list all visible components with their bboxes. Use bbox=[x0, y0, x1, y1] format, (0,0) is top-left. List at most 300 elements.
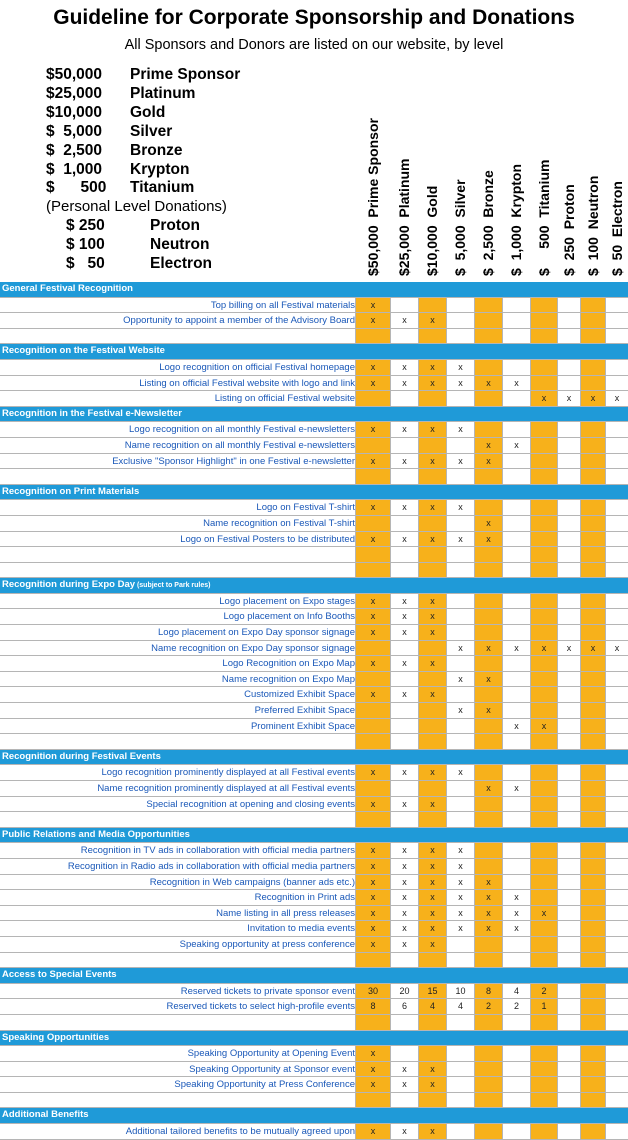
benefit-cell bbox=[530, 734, 557, 749]
benefit-cell: x bbox=[446, 672, 474, 687]
benefit-cell bbox=[605, 984, 628, 999]
benefit-cell bbox=[530, 454, 557, 469]
benefit-cell: x bbox=[474, 890, 502, 905]
table-row bbox=[0, 500, 628, 516]
benefit-cell bbox=[557, 625, 580, 640]
benefit-cell bbox=[474, 953, 502, 968]
benefit-cell: x bbox=[446, 890, 474, 905]
benefit-cell: x bbox=[418, 890, 446, 905]
benefit-cell bbox=[418, 703, 446, 718]
benefit-cell bbox=[474, 656, 502, 671]
benefit-cell bbox=[580, 532, 605, 547]
benefit-cell bbox=[557, 516, 580, 531]
benefit-cell bbox=[418, 547, 446, 562]
benefit-cell: x bbox=[390, 1124, 418, 1139]
table-row bbox=[0, 469, 628, 485]
benefit-cell: x bbox=[390, 797, 418, 812]
benefit-cell: x bbox=[418, 360, 446, 375]
benefit-cell bbox=[446, 812, 474, 827]
benefit-cell bbox=[474, 594, 502, 609]
benefit-cell: x bbox=[355, 298, 390, 313]
table-row bbox=[0, 594, 628, 610]
benefit-cell bbox=[474, 500, 502, 515]
benefit-cell: x bbox=[355, 1077, 390, 1092]
benefit-cell bbox=[557, 719, 580, 734]
benefit-cell: x bbox=[474, 532, 502, 547]
benefit-cell bbox=[580, 1077, 605, 1092]
benefit-cell bbox=[580, 921, 605, 936]
column-header: $ 5,000 Silver bbox=[452, 179, 628, 276]
benefit-label: Logo recognition prominently displayed at all Festival events bbox=[102, 767, 355, 778]
benefit-cell bbox=[390, 469, 418, 484]
benefit-cell bbox=[418, 438, 446, 453]
benefit-cell bbox=[474, 391, 502, 406]
benefit-cell: 30 bbox=[355, 984, 390, 999]
benefit-cell bbox=[530, 703, 557, 718]
level-name: Silver bbox=[130, 123, 172, 141]
benefit-cell bbox=[502, 797, 530, 812]
benefit-cell bbox=[446, 313, 474, 328]
benefit-cell bbox=[418, 563, 446, 578]
benefit-cell: x bbox=[390, 906, 418, 921]
table-row bbox=[0, 391, 628, 407]
table-row bbox=[0, 1015, 628, 1031]
benefit-cell bbox=[530, 532, 557, 547]
table-row bbox=[0, 781, 628, 797]
section-header bbox=[0, 1031, 628, 1047]
benefit-cell bbox=[605, 516, 628, 531]
benefit-cell bbox=[474, 1062, 502, 1077]
benefit-cell bbox=[580, 313, 605, 328]
benefit-label: Special recognition at opening and closing events bbox=[146, 799, 355, 810]
benefit-cell bbox=[502, 937, 530, 952]
benefit-label: Speaking opportunity at press conference bbox=[180, 939, 355, 950]
benefit-cell bbox=[502, 547, 530, 562]
benefit-cell bbox=[557, 547, 580, 562]
benefit-label: Name listing in all press releases bbox=[216, 908, 355, 919]
benefit-cell: 4 bbox=[446, 999, 474, 1014]
benefit-cell bbox=[580, 563, 605, 578]
section-title bbox=[2, 751, 161, 762]
table-row bbox=[0, 1046, 628, 1062]
benefit-cell: x bbox=[474, 906, 502, 921]
benefit-cell: x bbox=[446, 921, 474, 936]
benefit-cell: x bbox=[446, 906, 474, 921]
benefit-label: Logo on Festival T-shirt bbox=[256, 502, 355, 513]
table-row bbox=[0, 438, 628, 454]
benefit-cell: x bbox=[418, 875, 446, 890]
benefit-label: Listing on official Festival website bbox=[215, 393, 355, 404]
benefit-cell: x bbox=[605, 641, 628, 656]
benefit-cell bbox=[530, 937, 557, 952]
benefit-cell: x bbox=[390, 656, 418, 671]
benefit-cell bbox=[474, 1124, 502, 1139]
table-row bbox=[0, 687, 628, 703]
benefit-cell bbox=[418, 812, 446, 827]
benefit-cell bbox=[355, 1015, 390, 1030]
benefit-cell bbox=[355, 469, 390, 484]
benefit-cell: x bbox=[390, 765, 418, 780]
benefit-cell bbox=[557, 532, 580, 547]
benefit-cell bbox=[530, 687, 557, 702]
benefit-cell: x bbox=[355, 797, 390, 812]
section-title-note: (subject to Park rules) bbox=[135, 582, 210, 589]
benefit-cell bbox=[557, 313, 580, 328]
benefit-label: Listing on official Festival website with logo and link bbox=[139, 378, 355, 389]
section-title bbox=[2, 829, 190, 840]
section-title bbox=[2, 1109, 89, 1120]
benefit-cell: x bbox=[446, 360, 474, 375]
benefit-cell: x bbox=[418, 625, 446, 640]
benefit-cell bbox=[580, 298, 605, 313]
column-header: $ 100 Neutron bbox=[585, 176, 628, 276]
benefit-cell bbox=[446, 687, 474, 702]
benefit-cell bbox=[390, 672, 418, 687]
benefit-cell bbox=[580, 812, 605, 827]
benefit-cell bbox=[530, 500, 557, 515]
benefit-cell bbox=[557, 890, 580, 905]
benefit-label: Logo recognition on all monthly Festival e-newsletters bbox=[129, 424, 355, 435]
benefit-cell: x bbox=[474, 641, 502, 656]
benefit-cell bbox=[502, 563, 530, 578]
table-row bbox=[0, 563, 628, 579]
section-header bbox=[0, 407, 628, 423]
benefit-cell: x bbox=[355, 890, 390, 905]
benefit-cell: x bbox=[418, 921, 446, 936]
benefit-cell bbox=[580, 999, 605, 1014]
benefit-label: Reserved tickets to private sponsor event bbox=[181, 986, 355, 997]
benefit-cell bbox=[474, 937, 502, 952]
benefit-cell bbox=[557, 656, 580, 671]
benefit-cell bbox=[530, 422, 557, 437]
benefit-label: Logo recognition on official Festival homepage bbox=[159, 362, 355, 373]
section-title bbox=[2, 408, 182, 419]
benefit-cell: x bbox=[446, 454, 474, 469]
benefit-cell bbox=[557, 672, 580, 687]
benefit-cell: x bbox=[355, 937, 390, 952]
benefit-cell bbox=[605, 703, 628, 718]
table-row bbox=[0, 376, 628, 392]
level-amount: $ 500 bbox=[46, 179, 106, 197]
benefit-cell: x bbox=[390, 875, 418, 890]
section-title-text: Speaking Opportunities bbox=[2, 1032, 109, 1043]
benefit-cell: x bbox=[530, 719, 557, 734]
benefit-label: Invitation to media events bbox=[247, 923, 355, 934]
benefit-cell bbox=[502, 500, 530, 515]
benefit-cell: x bbox=[446, 843, 474, 858]
benefit-cell bbox=[580, 843, 605, 858]
benefit-cell: x bbox=[355, 906, 390, 921]
benefit-cell bbox=[390, 516, 418, 531]
benefit-cell bbox=[580, 765, 605, 780]
benefit-cell bbox=[474, 547, 502, 562]
benefit-cell bbox=[580, 329, 605, 344]
benefit-cell bbox=[446, 1015, 474, 1030]
level-amount: $ 250 bbox=[66, 217, 105, 235]
benefit-cell bbox=[530, 547, 557, 562]
benefit-cell: x bbox=[446, 765, 474, 780]
benefit-cell: x bbox=[474, 672, 502, 687]
table-row bbox=[0, 625, 628, 641]
benefit-cell bbox=[474, 422, 502, 437]
benefit-cell bbox=[580, 937, 605, 952]
benefit-cell bbox=[446, 719, 474, 734]
benefit-cell bbox=[390, 438, 418, 453]
benefit-cell bbox=[355, 672, 390, 687]
benefit-cell bbox=[580, 734, 605, 749]
benefit-cell: x bbox=[446, 500, 474, 515]
section-header bbox=[0, 282, 628, 298]
benefit-label: Exclusive "Sponsor Highlight" in one Festival e-newsletter bbox=[112, 456, 355, 467]
benefit-cell: x bbox=[355, 1046, 390, 1061]
section-title-text: Recognition during Festival Events bbox=[2, 751, 161, 762]
benefit-cell bbox=[474, 797, 502, 812]
level-name: Proton bbox=[150, 217, 200, 235]
benefit-cell: x bbox=[474, 376, 502, 391]
benefit-cell: x bbox=[418, 500, 446, 515]
benefit-cell bbox=[418, 298, 446, 313]
benefit-cell bbox=[502, 843, 530, 858]
level-amount: $ 100 bbox=[66, 236, 105, 254]
benefit-cell: x bbox=[446, 703, 474, 718]
benefit-cell bbox=[530, 516, 557, 531]
benefit-cell: x bbox=[502, 641, 530, 656]
benefit-cell bbox=[580, 1046, 605, 1061]
benefit-cell bbox=[557, 469, 580, 484]
benefit-cell bbox=[355, 438, 390, 453]
benefit-cell bbox=[502, 1124, 530, 1139]
benefit-cell bbox=[418, 516, 446, 531]
benefit-cell bbox=[530, 329, 557, 344]
benefit-cell bbox=[605, 765, 628, 780]
benefit-cell bbox=[502, 1062, 530, 1077]
benefit-cell: x bbox=[355, 625, 390, 640]
section-title-text: Recognition on Print Materials bbox=[2, 486, 139, 497]
benefit-cell: x bbox=[418, 1077, 446, 1092]
benefit-cell: x bbox=[605, 391, 628, 406]
benefit-cell: x bbox=[418, 1062, 446, 1077]
benefit-cell bbox=[605, 937, 628, 952]
benefit-cell bbox=[530, 1093, 557, 1108]
benefit-cell bbox=[418, 719, 446, 734]
benefit-cell bbox=[502, 765, 530, 780]
benefit-cell bbox=[446, 1093, 474, 1108]
benefit-cell: x bbox=[418, 376, 446, 391]
table-row bbox=[0, 984, 628, 1000]
benefit-cell bbox=[502, 1093, 530, 1108]
table-row bbox=[0, 1124, 628, 1140]
benefit-cell: x bbox=[418, 937, 446, 952]
benefit-cell: x bbox=[355, 687, 390, 702]
benefit-cell: 2 bbox=[530, 984, 557, 999]
table-row bbox=[0, 1093, 628, 1109]
benefit-cell: x bbox=[446, 641, 474, 656]
level-amount: $25,000 bbox=[46, 85, 102, 103]
benefit-cell bbox=[605, 1077, 628, 1092]
benefit-cell bbox=[530, 656, 557, 671]
benefit-cell bbox=[474, 719, 502, 734]
benefit-cell: x bbox=[502, 719, 530, 734]
benefit-cell bbox=[557, 376, 580, 391]
section-title bbox=[2, 1032, 109, 1043]
section-title-text: Recognition in the Festival e-Newsletter bbox=[2, 408, 182, 419]
benefit-label: Recognition in Radio ads in collaboration with official media partners bbox=[68, 861, 355, 872]
benefit-cell bbox=[502, 875, 530, 890]
benefit-cell bbox=[580, 1062, 605, 1077]
benefit-cell: x bbox=[474, 781, 502, 796]
benefit-cell bbox=[580, 360, 605, 375]
benefit-cell bbox=[502, 298, 530, 313]
benefit-cell bbox=[355, 1093, 390, 1108]
section-header bbox=[0, 485, 628, 501]
benefit-cell bbox=[418, 1093, 446, 1108]
benefit-cell bbox=[605, 890, 628, 905]
benefit-label: Logo on Festival Posters to be distributed bbox=[180, 534, 355, 545]
table-row bbox=[0, 765, 628, 781]
benefit-cell: x bbox=[390, 422, 418, 437]
benefit-cell bbox=[502, 329, 530, 344]
benefit-cell: x bbox=[390, 313, 418, 328]
benefit-cell bbox=[580, 454, 605, 469]
benefit-cell bbox=[446, 563, 474, 578]
benefit-cell bbox=[390, 719, 418, 734]
benefit-cell bbox=[390, 329, 418, 344]
benefit-cell bbox=[557, 329, 580, 344]
benefit-cell: x bbox=[418, 656, 446, 671]
benefit-cell bbox=[446, 609, 474, 624]
benefit-cell bbox=[580, 516, 605, 531]
benefit-label: Logo placement on Expo Day sponsor signage bbox=[158, 627, 355, 638]
benefit-cell bbox=[530, 1062, 557, 1077]
section-title bbox=[2, 579, 210, 590]
benefit-cell: x bbox=[418, 765, 446, 780]
benefit-label: Additional tailored benefits to be mutually agreed upon bbox=[126, 1126, 355, 1137]
benefit-cell bbox=[530, 1077, 557, 1092]
section-title bbox=[2, 969, 117, 980]
benefit-cell bbox=[580, 906, 605, 921]
benefit-cell bbox=[418, 734, 446, 749]
benefit-cell: x bbox=[390, 890, 418, 905]
benefit-cell bbox=[446, 953, 474, 968]
benefit-cell bbox=[446, 781, 474, 796]
benefit-cell: x bbox=[355, 1124, 390, 1139]
benefit-cell bbox=[605, 672, 628, 687]
benefit-cell bbox=[502, 532, 530, 547]
benefit-cell bbox=[580, 797, 605, 812]
benefit-cell: x bbox=[418, 843, 446, 858]
benefit-cell bbox=[580, 438, 605, 453]
benefit-cell bbox=[605, 843, 628, 858]
benefit-cell: x bbox=[390, 921, 418, 936]
benefit-cell bbox=[580, 859, 605, 874]
section-title-text: Access to Special Events bbox=[2, 969, 117, 980]
benefit-cell bbox=[502, 703, 530, 718]
benefit-cell bbox=[580, 594, 605, 609]
benefit-cell bbox=[580, 609, 605, 624]
benefit-cell: x bbox=[474, 875, 502, 890]
benefit-cell bbox=[580, 547, 605, 562]
benefit-cell bbox=[605, 594, 628, 609]
benefit-cell: x bbox=[355, 875, 390, 890]
benefit-cell bbox=[530, 360, 557, 375]
benefit-cell: x bbox=[355, 313, 390, 328]
benefit-cell: x bbox=[502, 906, 530, 921]
benefit-label: Prominent Exhibit Space bbox=[251, 721, 355, 732]
benefit-cell: x bbox=[390, 609, 418, 624]
column-header: $ 50 Electron bbox=[609, 181, 628, 276]
benefit-cell bbox=[605, 438, 628, 453]
benefit-label: Name recognition on Expo Map bbox=[222, 674, 355, 685]
section-header bbox=[0, 344, 628, 360]
benefit-cell: x bbox=[418, 454, 446, 469]
benefit-cell bbox=[605, 609, 628, 624]
benefit-cell: 2 bbox=[502, 999, 530, 1014]
benefit-cell: x bbox=[355, 376, 390, 391]
benefit-cell bbox=[418, 1046, 446, 1061]
benefit-cell bbox=[446, 797, 474, 812]
benefit-cell: x bbox=[390, 687, 418, 702]
benefit-cell bbox=[580, 656, 605, 671]
benefit-cell bbox=[390, 563, 418, 578]
benefit-cell bbox=[557, 734, 580, 749]
benefit-label: Name recognition on Festival T-shirt bbox=[203, 518, 355, 529]
benefit-cell bbox=[474, 563, 502, 578]
benefit-cell bbox=[605, 1062, 628, 1077]
benefit-label: Logo Recognition on Expo Map bbox=[222, 658, 355, 669]
benefit-cell bbox=[355, 734, 390, 749]
table-row bbox=[0, 547, 628, 563]
benefit-cell: x bbox=[474, 454, 502, 469]
table-row bbox=[0, 313, 628, 329]
table-row bbox=[0, 1077, 628, 1093]
benefit-cell bbox=[355, 641, 390, 656]
column-header: $ 500 Titanium bbox=[536, 160, 628, 276]
table-row bbox=[0, 641, 628, 657]
benefit-label: Reserved tickets to select high-profile events bbox=[166, 1001, 355, 1012]
benefit-cell bbox=[355, 563, 390, 578]
benefit-cell bbox=[605, 454, 628, 469]
table-row bbox=[0, 532, 628, 548]
benefit-cell bbox=[355, 329, 390, 344]
benefit-cell bbox=[502, 313, 530, 328]
table-row bbox=[0, 360, 628, 376]
benefit-cell bbox=[390, 953, 418, 968]
table-row bbox=[0, 422, 628, 438]
benefit-cell bbox=[580, 1015, 605, 1030]
benefit-cell bbox=[355, 781, 390, 796]
benefit-cell bbox=[530, 672, 557, 687]
benefit-cell bbox=[580, 703, 605, 718]
benefit-cell bbox=[605, 376, 628, 391]
benefit-cell bbox=[390, 1015, 418, 1030]
benefit-cell bbox=[530, 609, 557, 624]
benefit-cell bbox=[390, 547, 418, 562]
benefit-cell: x bbox=[418, 1124, 446, 1139]
benefit-label: Logo placement on Expo stages bbox=[219, 596, 355, 607]
section-header bbox=[0, 578, 628, 594]
benefit-cell bbox=[530, 765, 557, 780]
benefit-cell bbox=[580, 953, 605, 968]
benefit-cell: x bbox=[446, 875, 474, 890]
benefit-cell: x bbox=[355, 921, 390, 936]
benefit-cell bbox=[580, 625, 605, 640]
benefit-cell bbox=[446, 656, 474, 671]
benefit-label: Customized Exhibit Space bbox=[244, 689, 355, 700]
benefit-cell bbox=[557, 859, 580, 874]
page-subtitle: All Sponsors and Donors are listed on our website, by level bbox=[0, 37, 628, 53]
benefit-cell: x bbox=[446, 532, 474, 547]
benefit-cell: x bbox=[474, 703, 502, 718]
